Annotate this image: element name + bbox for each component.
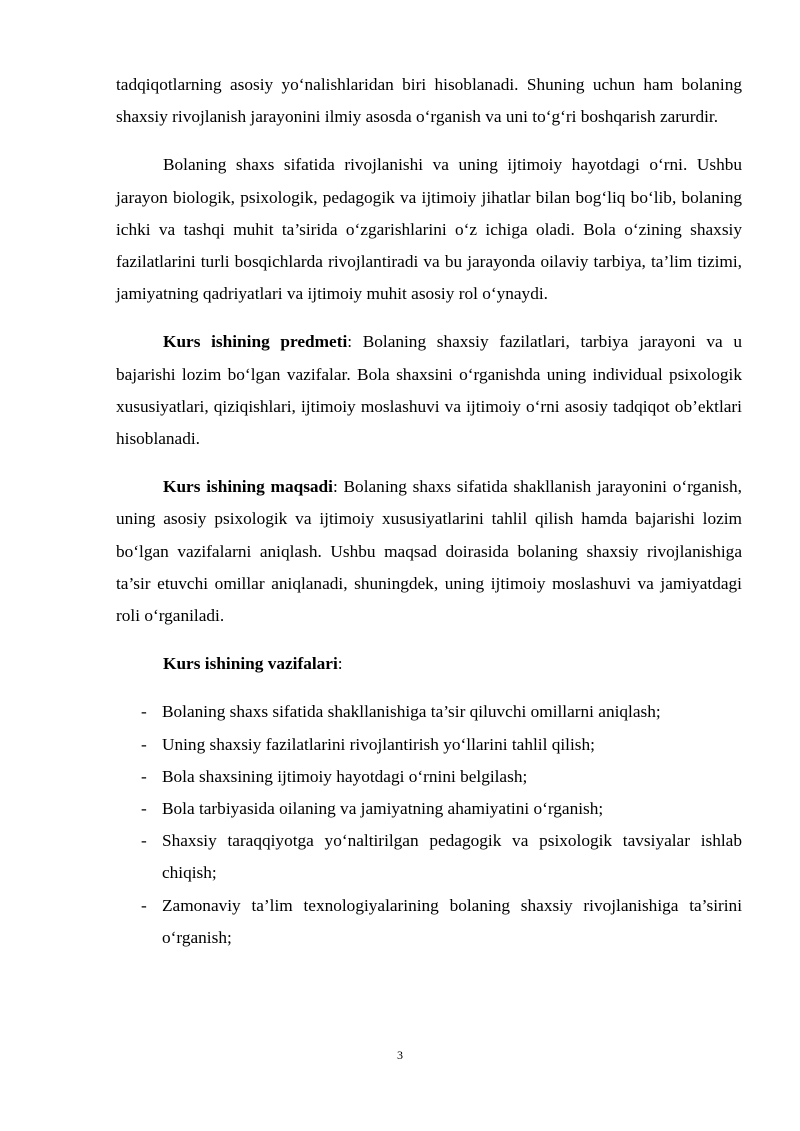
development-paragraph: Bolaning shaxs sifatida rivojlanishi va uning ijtimoiy hayotdagi o‘rni. Ushbu jarayon biologik, psixologik, pedagogik va ijtimoiy jihatlar bilan bog‘liq bo‘lib, bolaning ichki va tashqi muhit ta’sirida o‘zgarishlarini o‘z ichiga oladi. Bola o‘zining shaxsiy fazilatlarini turli bosqichlarda rivojlantiradi va bu jarayonda oilaviy tarbiya, ta’lim tizimi, jamiyatning qadriyatlari va ijtimoiy muhit asosiy rol o‘ynaydi. [116,155,742,304]
list-item-text: Zamonaviy ta’lim texnologiyalarining bolaning shaxsiy rivojlanishiga ta’sirini o‘rganish; [162,895,742,947]
list-item [116,825,742,889]
list-item [116,890,742,954]
tasks-heading: Kurs ishining vazifalari [163,654,338,674]
list-item-text: Bolaning shaxs sifatida shakllanishiga ta’sir qiluvchi omillarni aniqlash; [162,702,661,722]
list-item-text: Bola shaxsining ijtimoiy hayotdagi o‘rnini belgilash; [162,766,528,786]
goal-heading: Kurs ishining maqsadi [163,477,333,497]
tasks-heading-colon: : [337,654,343,674]
list-item-text: Bola tarbiyasida oilaning va jamiyatning ahamiyatini o‘rganish; [162,799,604,819]
list-dash: - [141,766,147,786]
intro-paragraph: tadqiqotlarning asosiy yo‘nalishlaridan biri hisoblanadi. Shuning uchun ham bolaning shaxsiy rivojlanish jarayonini ilmiy asosda o‘rganish va uni to‘g‘ri boshqarish zarurdir. [116,75,742,127]
subject-paragraph [116,326,742,455]
page-body [116,69,742,954]
list-dash: - [141,799,147,819]
list-dash: - [141,702,147,722]
list-dash: - [141,895,147,915]
list-item-text: Uning shaxsiy fazilatlarini rivojlantirish yo‘llarini tahlil qilish; [162,734,595,754]
tasks-list [116,696,742,954]
goal-paragraph [116,471,742,632]
subject-text: : Bolaning shaxsiy fazilatlari, tarbiya jarayoni va u bajarishi lozim bo‘lgan vazifalar. Bola shaxsini o‘rganishda uning individual psixologik xususiyatlari, qiziqishlari, ijtimoiy moslashuvi va ijtimoiy o‘rni asosiy tadqiqot ob’ektlari hisoblanadi. [116,332,742,449]
tasks-heading-paragraph [116,648,742,680]
list-item [116,793,742,825]
subject-heading: Kurs ishining predmeti [163,332,348,352]
list-item [116,729,742,761]
list-item [116,696,742,728]
list-item-text: Shaxsiy taraqqiyotga yo‘naltirilgan pedagogik va psixologik tavsiyalar ishlab chiqish; [162,831,742,883]
list-dash: - [141,734,147,754]
list-dash: - [141,831,147,851]
page-number: 3 [397,1048,403,1062]
list-item [116,761,742,793]
goal-text: : Bolaning shaxs sifatida shakllanish jarayonini o‘rganish, uning asosiy psixologik va ijtimoiy xususiyatlarini tahlil qilish hamda bajarishi lozim bo‘lgan vazifalarni aniqlash. Ushbu maqsad doirasida bolaning shaxsiy rivojlanishiga ta’sir etuvchi omillar aniqlanadi, shuningdek, uning ijtimoiy moslashuvi va jamiyatdagi roli o‘rganiladi. [116,477,742,626]
